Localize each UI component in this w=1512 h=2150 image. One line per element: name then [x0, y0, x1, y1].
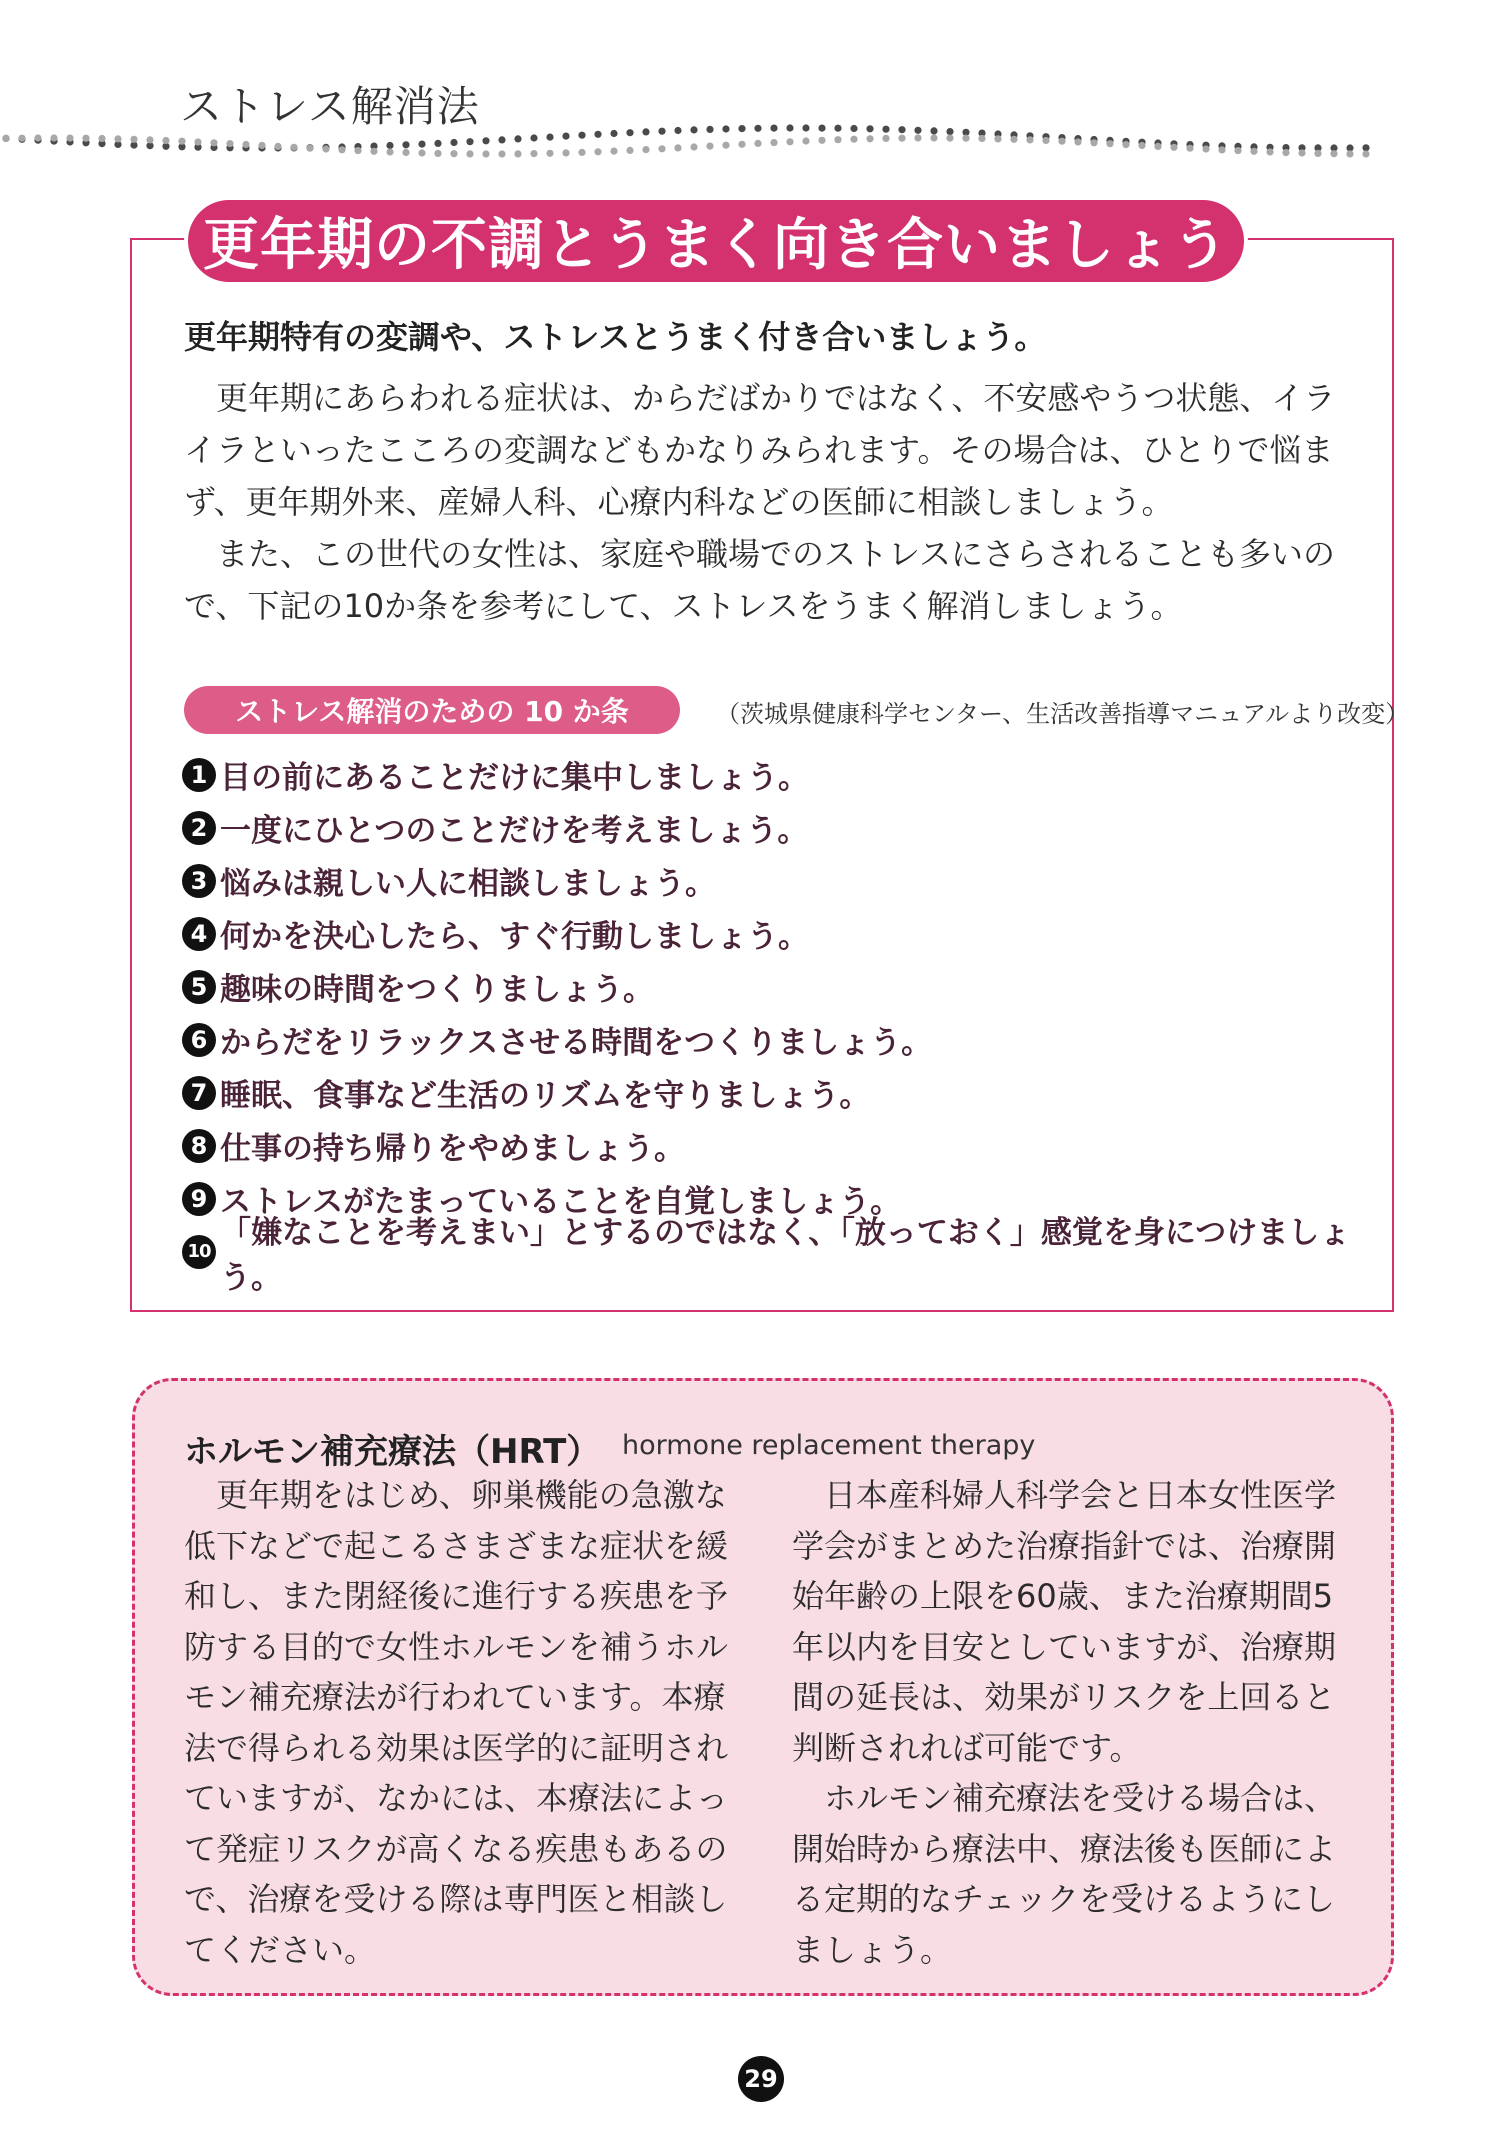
tips-source: （茨城県健康科学センター、生活改善指導マニュアルより改変） [716, 700, 1410, 728]
tip-item [182, 1214, 1382, 1296]
number-badge-icon: 7 [182, 1076, 216, 1110]
tip-item [182, 1066, 1382, 1119]
page-title: 更年期の不調とうまく向き合いましょう [184, 196, 1248, 286]
number-badge-icon: 2 [182, 811, 216, 845]
tip-text: 悩みは親しい人に相談しましょう。 [220, 866, 716, 902]
tip-text: 仕事の持ち帰りをやめましょう。 [220, 1131, 685, 1167]
page-number: 29 [738, 2056, 784, 2102]
dotted-wave-divider [0, 118, 1512, 168]
hrt-subtitle: hormone replacement therapy [622, 1430, 1036, 1461]
number-badge-icon: 6 [182, 1023, 216, 1057]
tip-text: 目の前にあることだけに集中しましょう。 [220, 760, 809, 796]
tip-text: ストレスがたまっていることを自覚しましょう。 [220, 1184, 902, 1220]
tip-item [182, 801, 1382, 854]
number-badge-icon: 4 [182, 917, 216, 951]
tip-text: 「嫌なことを考えまい」とするのではなく、「放っておく」感覚を身につけましょう。 [220, 1214, 1351, 1296]
tips-list [182, 748, 1382, 1296]
hrt-paragraph: ホルモン補充療法を受ける場合は、開始時から療法中、療法後も医師による定期的なチェックを受けるようにしましょう。 [792, 1779, 1337, 1969]
number-badge-icon: 1 [182, 758, 216, 792]
section-label: ストレス解消法 [180, 82, 480, 131]
tips-label: ストレス解消のための 10 か条 [184, 686, 680, 734]
number-badge-icon: 10 [182, 1235, 216, 1269]
lead-heading: 更年期特有の変調や、ストレスとうまく付き合いましょう。 [184, 318, 1047, 356]
tip-item [182, 748, 1382, 801]
number-badge-icon: 5 [182, 970, 216, 1004]
tip-item [182, 854, 1382, 907]
hrt-title: ホルモン補充療法（HRT） [184, 1432, 601, 1472]
hrt-right-column [792, 1470, 1352, 1975]
lead-paragraph: また、この世代の女性は、家庭や職場でのストレスにさらされることも多いので、下記の10か条を参考にして、ストレスをうまく解消しましょう。 [184, 535, 1336, 625]
tip-item [182, 960, 1382, 1013]
tip-item [182, 907, 1382, 960]
tip-text: 何かを決心したら、すぐ行動しましょう。 [220, 919, 809, 955]
hrt-left-column [184, 1470, 744, 1975]
tip-item [182, 1013, 1382, 1066]
number-badge-icon: 9 [182, 1182, 216, 1216]
tip-text: からだをリラックスさせる時間をつくりましょう。 [220, 1025, 933, 1061]
number-badge-icon: 8 [182, 1129, 216, 1163]
tip-text: 趣味の時間をつくりましょう。 [220, 972, 654, 1008]
hrt-paragraph: 更年期をはじめ、卵巣機能の急激な低下などで起こるさまざまな症状を緩和し、また閉経後に進行する疾患を予防する目的で女性ホルモンを補うホルモン補充療法が行われています。本療法で得られる効果は医学的に証明されていますが、なかには、本療法によって発症リスクが高くなる疾患もあるので、治療を受ける際は専門医と相談してください。 [184, 1476, 729, 1969]
hrt-paragraph: 日本産科婦人科学会と日本女性医学学会がまとめた治療指針では、治療開始年齢の上限を60歳、また治療期間5年以内を目安としていますが、治療期間の延長は、効果がリスクを上回ると判断されれば可能です。 [792, 1476, 1337, 1767]
tip-text: 睡眠、食事など生活のリズムを守りましょう。 [220, 1078, 871, 1114]
lead-body [184, 372, 1364, 632]
lead-paragraph: 更年期にあらわれる症状は、からだばかりではなく、不安感やうつ状態、イライラといったこころの変調などもかなりみられます。その場合は、ひとりで悩まず、更年期外来、産婦人科、心療内科などの医師に相談しましょう。 [184, 379, 1336, 521]
tip-item [182, 1119, 1382, 1172]
tip-text: 一度にひとつのことだけを考えましょう。 [220, 813, 809, 849]
number-badge-icon: 3 [182, 864, 216, 898]
